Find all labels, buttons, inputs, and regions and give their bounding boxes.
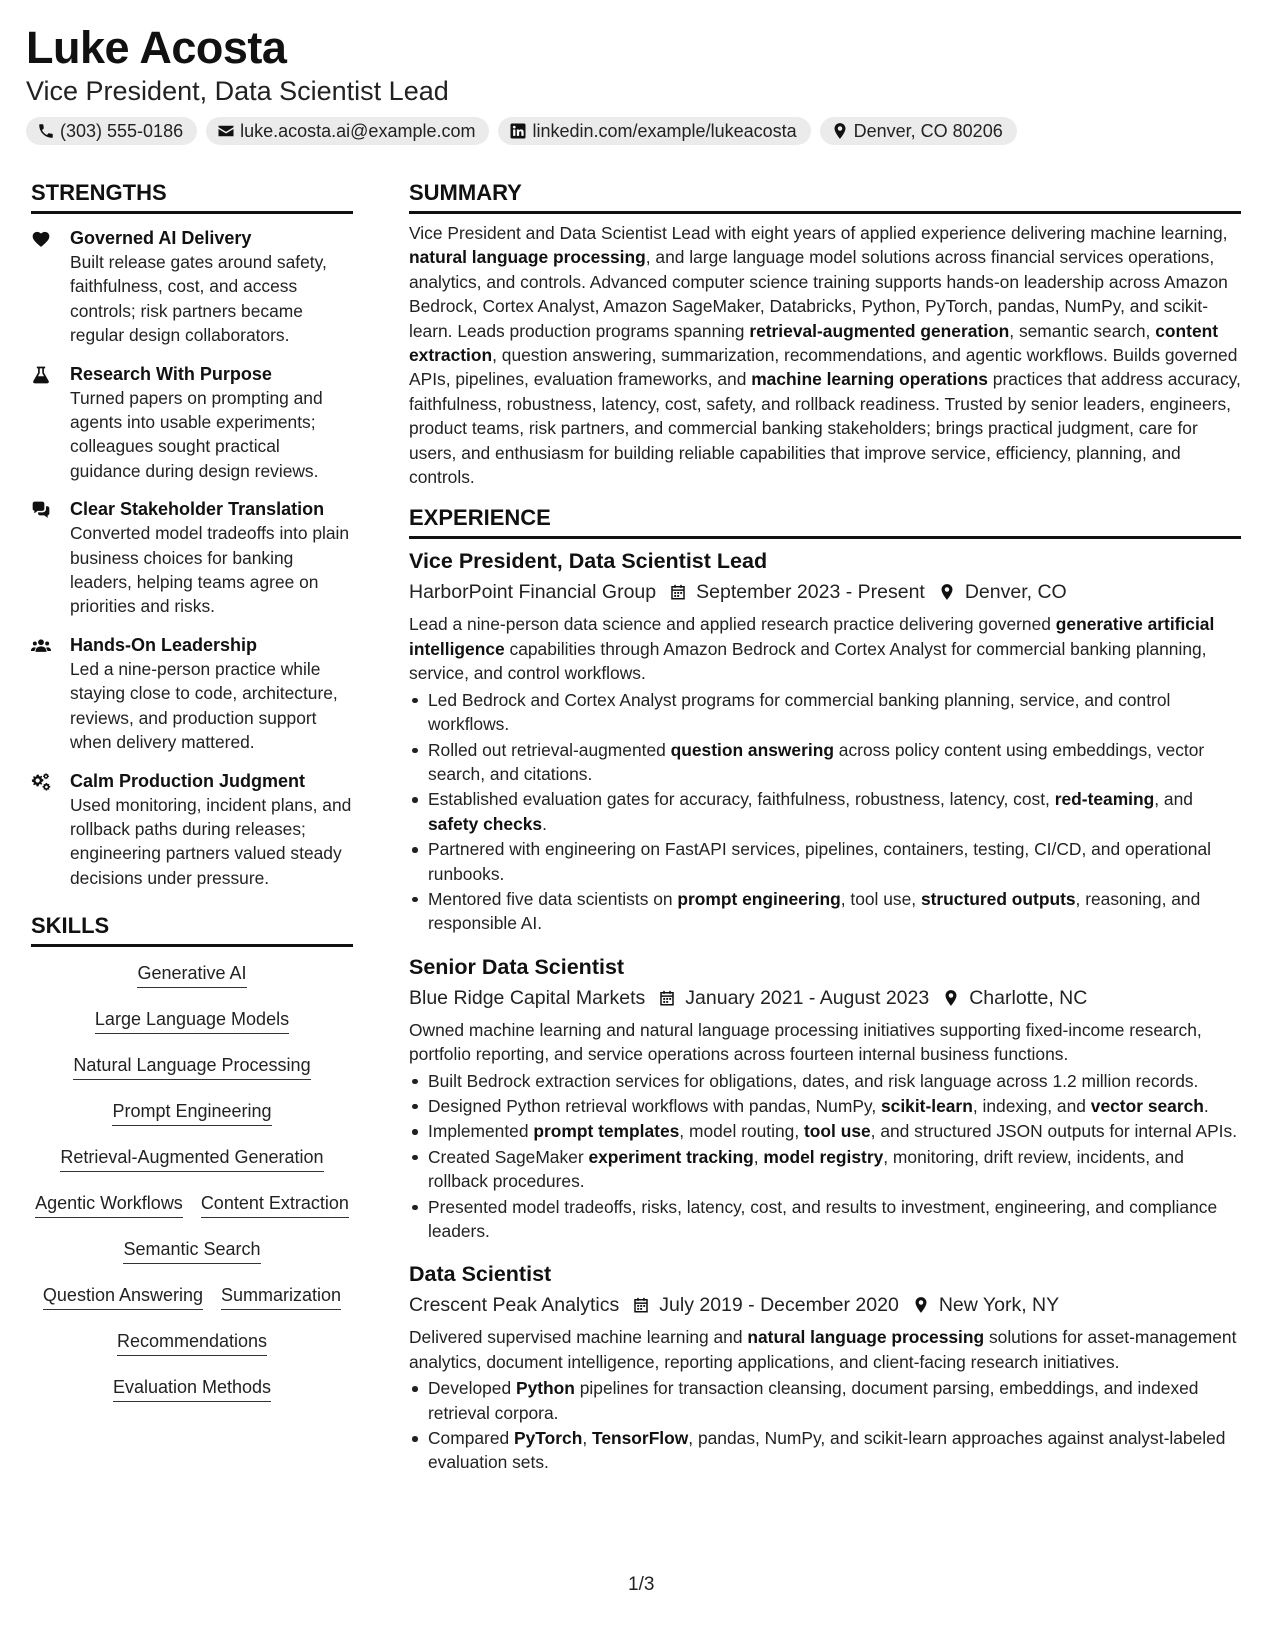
contact-email[interactable] xyxy=(206,117,489,145)
emphasized-text: content extraction xyxy=(409,320,1219,366)
calendar-icon xyxy=(632,1296,650,1314)
text-segment: , tool use, xyxy=(840,888,921,909)
bullet-item xyxy=(409,1119,1241,1143)
job-entry xyxy=(409,1260,1241,1474)
text-segment: Owned machine learning and natural language processing initiatives supporting fixed-income research, portfolio reporting, and service operations across fourteen internal business functions. xyxy=(409,1019,1202,1065)
text-segment: , and large language model solutions across financial services operations, analytics, and controls. Advanced computer science training supports hands-on leadership across Amazon Bedrock, Cortex Analyst, Amazon SageMaker, Databricks, Python, PyTorch, pandas, NumPy, and scikit-learn. Leads production programs spanning xyxy=(409,247,1228,341)
text-segment: Created SageMaker xyxy=(428,1146,589,1167)
strength-item xyxy=(31,226,353,348)
skills-heading: SKILLS xyxy=(31,912,353,947)
skill-tag: Recommendations xyxy=(117,1329,267,1356)
map-pin-icon xyxy=(831,122,849,140)
chat-bubbles-icon xyxy=(31,500,51,520)
emphasized-text: question answering xyxy=(670,739,834,760)
job-bullets xyxy=(409,1376,1241,1475)
strength-item xyxy=(31,362,353,484)
emphasized-text: machine learning operations xyxy=(751,369,988,390)
job-location: New York, NY xyxy=(938,1294,1060,1317)
text-segment: capabilities through Amazon Bedrock and Cortex Analyst for commercial banking planning, service, and control workflows. xyxy=(409,638,1207,684)
summary-heading: SUMMARY xyxy=(409,179,1241,214)
strength-title: Hands-On Leadership xyxy=(70,634,258,655)
job-company: Crescent Peak Analytics xyxy=(409,1294,620,1317)
envelope-icon xyxy=(217,122,235,140)
skill-tag: Retrieval-Augmented Generation xyxy=(60,1145,323,1172)
bullet-item xyxy=(409,887,1241,936)
bullet-item xyxy=(409,1094,1241,1118)
skill-tag: Question Answering xyxy=(43,1283,203,1310)
linkedin-icon xyxy=(509,122,527,140)
flask-icon xyxy=(31,365,51,385)
right-column xyxy=(409,179,1241,1476)
bullet-item xyxy=(409,837,1241,886)
contact-text: Denver, CO 80206 xyxy=(853,120,1003,141)
bullet-item xyxy=(409,1069,1241,1093)
job-meta xyxy=(409,578,1241,606)
emphasized-text: natural language processing xyxy=(409,247,646,268)
text-segment: , xyxy=(582,1428,592,1449)
emphasized-text: TensorFlow xyxy=(592,1428,689,1449)
job-dates: September 2023 - Present xyxy=(696,581,925,604)
contact-text: (303) 555-0186 xyxy=(60,120,184,141)
experience-list xyxy=(409,547,1241,1474)
job-description xyxy=(409,1018,1241,1067)
emphasized-text: experiment tracking xyxy=(588,1146,754,1167)
emphasized-text: tool use xyxy=(804,1121,871,1142)
calendar-icon xyxy=(658,989,676,1007)
text-segment: Designed Python retrieval workflows with pandas, NumPy, xyxy=(428,1095,881,1116)
skill-tag: Summarization xyxy=(221,1283,341,1310)
emphasized-text: structured outputs xyxy=(920,888,1076,909)
contact-text: luke.acosta.ai@example.com xyxy=(240,120,476,141)
users-icon xyxy=(31,636,51,656)
job-location: Denver, CO xyxy=(964,581,1067,604)
experience-heading: EXPERIENCE xyxy=(409,504,1241,539)
emphasized-text: scikit-learn xyxy=(881,1095,973,1116)
contact-bar xyxy=(26,117,1246,145)
text-segment: Lead a nine-person data science and applied research practice delivering governed xyxy=(409,614,1056,635)
map-pin-icon xyxy=(942,989,960,1007)
text-segment: , question answering, summarization, recommendations, and agentic workflows. Builds governed APIs, pipelines, evaluation frameworks, and xyxy=(409,345,1238,390)
text-segment: , and xyxy=(1154,789,1193,810)
map-pin-icon xyxy=(938,583,956,601)
emphasized-text: retrieval-augmented generation xyxy=(749,320,1010,341)
calendar-icon xyxy=(669,583,687,601)
strength-description: Turned papers on prompting and agents into usable experiments; colleagues sought practical guidance during design reviews. xyxy=(70,387,323,481)
gears-icon xyxy=(31,772,51,792)
bullet-item xyxy=(409,1426,1241,1475)
skill-tag: Agentic Workflows xyxy=(35,1191,183,1218)
resume-header xyxy=(26,22,1246,145)
job-company: Blue Ridge Capital Markets xyxy=(409,986,646,1009)
emphasized-text: PyTorch xyxy=(514,1428,583,1449)
bullet-item xyxy=(409,787,1241,836)
text-segment: , xyxy=(753,1146,764,1167)
emphasized-text: prompt templates xyxy=(533,1121,680,1142)
strength-description: Used monitoring, incident plans, and rollback paths during releases; engineering partners valued steady decisions under pressure. xyxy=(70,794,352,888)
strength-description: Built release gates around safety, faithfulness, cost, and access controls; risk partners became regular design collaborators. xyxy=(70,252,327,346)
job-dates: January 2021 - August 2023 xyxy=(685,986,930,1009)
text-segment: Compared xyxy=(428,1428,515,1449)
job-location: Charlotte, NC xyxy=(969,986,1088,1009)
text-segment: , monitoring, drift review, incidents, and rollback procedures. xyxy=(428,1146,1184,1192)
text-segment: , and structured JSON outputs for internal APIs. xyxy=(870,1121,1238,1142)
emphasized-text: safety checks xyxy=(428,813,543,834)
page-number: 1/3 xyxy=(628,1574,655,1595)
contact-location[interactable] xyxy=(820,117,1017,145)
skill-tag: Evaluation Methods xyxy=(113,1375,271,1402)
job-title: Senior Data Scientist xyxy=(409,954,625,979)
strength-item xyxy=(31,633,353,755)
left-column xyxy=(31,179,353,1421)
contact-linkedin[interactable] xyxy=(498,117,810,145)
job-entry xyxy=(409,547,1241,935)
text-segment: Rolled out retrieval-augmented xyxy=(428,739,671,760)
job-description xyxy=(409,612,1241,685)
bullet-item xyxy=(409,1376,1241,1425)
map-pin-icon xyxy=(912,1296,930,1314)
strength-description: Converted model tradeoffs into plain business choices for banking leaders, helping teams agree on priorities and risks. xyxy=(70,523,350,617)
strength-item xyxy=(31,769,353,891)
emphasized-text: natural language processing xyxy=(747,1327,985,1348)
text-segment: pipelines for transaction cleansing, document parsing, embeddings, and indexed retrieval corpora. xyxy=(428,1378,1199,1423)
job-dates: July 2019 - December 2020 xyxy=(659,1294,899,1317)
emphasized-text: prompt engineering xyxy=(677,888,841,909)
skill-tag: Natural Language Processing xyxy=(73,1053,310,1080)
skill-tag: Generative AI xyxy=(137,961,246,988)
text-segment: across policy content using embeddings, vector search, and citations. xyxy=(428,739,1205,784)
emphasized-text: vector search xyxy=(1090,1095,1204,1116)
job-meta xyxy=(409,1291,1241,1319)
text-segment: , model routing, xyxy=(679,1121,804,1142)
skills-list xyxy=(31,961,353,1421)
strength-item xyxy=(31,497,353,619)
text-segment: Implemented xyxy=(428,1121,534,1142)
text-segment: Delivered supervised machine learning and xyxy=(409,1327,748,1348)
skill-tag: Semantic Search xyxy=(123,1237,260,1264)
text-segment: solutions for asset-management analytics, document intelligence, reporting applications, and client-facing research initiatives. xyxy=(409,1327,1237,1372)
job-bullets xyxy=(409,688,1241,936)
text-segment: Partnered with engineering on FastAPI services, pipelines, containers, testing, CI/CD, and operational runbooks. xyxy=(428,839,1212,884)
text-segment: Presented model tradeoffs, risks, latency, cost, and results to investment, engineering, and compliance leaders. xyxy=(428,1196,1218,1241)
bullet-item xyxy=(409,688,1241,737)
phone-icon xyxy=(37,122,55,140)
job-title: Vice President, Data Scientist Lead xyxy=(409,549,768,574)
text-segment: Led Bedrock and Cortex Analyst programs for commercial banking planning, service, and control workflows. xyxy=(428,689,1171,735)
job-bullets xyxy=(409,1069,1241,1244)
text-segment: Built Bedrock extraction services for obligations, dates, and risk language across 1.2 million records. xyxy=(428,1070,1199,1091)
emphasized-text: model registry xyxy=(763,1146,884,1167)
candidate-title: Vice President, Data Scientist Lead xyxy=(26,76,449,106)
text-segment: practices that address accuracy, faithfulness, robustness, latency, cost, safety, and rollback readiness. Trusted by senior leaders, engineers, product teams, risk partners, and commercial banking stakeholders; brings practical judgment, care for users, and enthusiasm for building reliable capabilities that improve service, efficiency, planning, and controls. xyxy=(409,369,1241,488)
emphasized-text: Python xyxy=(515,1378,575,1399)
job-entry xyxy=(409,953,1241,1244)
candidate-name: Luke Acosta xyxy=(26,22,287,73)
text-segment: . xyxy=(1203,1095,1209,1116)
emphasized-text: generative artificial intelligence xyxy=(409,614,1215,659)
job-meta xyxy=(409,984,1241,1012)
text-segment: , pandas, NumPy, and scikit-learn approaches against analyst-labeled evaluation sets. xyxy=(428,1428,1226,1473)
heart-icon xyxy=(31,229,51,249)
text-segment: Mentored five data scientists on xyxy=(428,888,678,909)
strengths-heading: STRENGTHS xyxy=(31,179,353,214)
job-company: HarborPoint Financial Group xyxy=(409,581,657,604)
job-title: Data Scientist xyxy=(409,1262,552,1287)
text-segment: Vice President and Data Scientist Lead with eight years of applied experience delivering machine learning, xyxy=(409,223,1228,243)
bullet-item xyxy=(409,1195,1241,1244)
bullet-item xyxy=(409,1145,1241,1194)
strength-title: Research With Purpose xyxy=(70,363,272,384)
text-segment: . xyxy=(542,813,547,834)
text-segment: , indexing, and xyxy=(972,1095,1091,1116)
strength-title: Governed AI Delivery xyxy=(70,228,252,248)
strength-title: Clear Stakeholder Translation xyxy=(70,499,325,520)
bullet-item xyxy=(409,738,1241,787)
text-segment: Established evaluation gates for accuracy, faithfulness, robustness, latency, cost, xyxy=(428,789,1055,810)
text-segment: , reasoning, and responsible AI. xyxy=(428,888,1201,934)
job-description xyxy=(409,1325,1241,1374)
contact-text: linkedin.com/example/lukeacosta xyxy=(532,120,797,141)
text-segment: Developed xyxy=(428,1378,516,1399)
strength-title: Calm Production Judgment xyxy=(70,770,306,791)
text-segment: , semantic search, xyxy=(1009,320,1156,341)
skill-tag: Content Extraction xyxy=(201,1191,349,1218)
strength-description: Led a nine-person practice while staying close to code, architecture, reviews, and production support when delivery mattered. xyxy=(70,658,338,753)
emphasized-text: red-teaming xyxy=(1054,789,1155,810)
contact-phone[interactable] xyxy=(26,117,197,145)
skill-tag: Prompt Engineering xyxy=(112,1099,271,1126)
skill-tag: Large Language Models xyxy=(95,1007,289,1034)
summary-text xyxy=(409,221,1241,489)
strengths-list xyxy=(31,226,353,890)
